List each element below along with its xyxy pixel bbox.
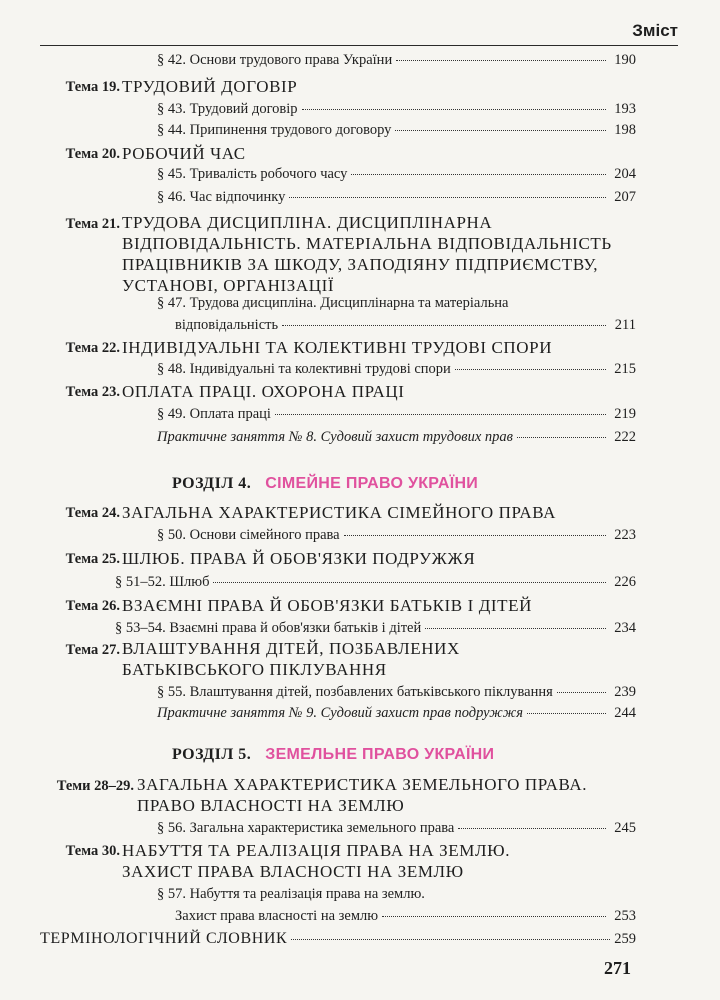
theme-number-20: Тема 20. [65, 146, 120, 162]
dot-leader [275, 414, 606, 415]
dot-leader [291, 939, 610, 940]
toc-entry-label: § 48. Індивідуальні та колективні трудові спори [157, 361, 451, 377]
dot-leader [395, 130, 606, 131]
toc-entry-practical-8[interactable] [157, 429, 636, 446]
toc-entry-label: § 56. Загальна характеристика земельного права [157, 820, 455, 836]
theme-title-line: ВЛАШТУВАННЯ ДІТЕЙ, ПОЗБАВЛЕНИХ [122, 639, 460, 658]
theme-title-24[interactable]: ЗАГАЛЬНА ХАРАКТЕРИСТИКА СІМЕЙНОГО ПРАВА [122, 503, 556, 522]
section-heading-4[interactable] [172, 475, 478, 493]
toc-entry-p45[interactable] [157, 166, 636, 183]
theme-title-22[interactable]: ІНДИВІДУАЛЬНІ ТА КОЛЕКТИВНІ ТРУДОВІ СПОРИ [122, 338, 553, 357]
section-heading-5[interactable] [172, 746, 494, 764]
dot-leader [557, 692, 606, 693]
dot-leader [351, 174, 606, 175]
toc-entry-p46[interactable] [157, 189, 636, 206]
toc-entry-page: 226 [614, 574, 636, 590]
toc-entry-page: 259 [614, 931, 636, 947]
section-number: РОЗДІЛ 5. [172, 746, 252, 763]
toc-entry-page: 219 [614, 406, 636, 422]
toc-entry-p51-52[interactable] [115, 574, 636, 591]
toc-entry-page: 204 [614, 166, 636, 182]
toc-entry-page: 198 [614, 122, 636, 138]
theme-number-22: Тема 22. [65, 340, 120, 356]
toc-entry-page: 222 [614, 429, 636, 445]
theme-number-27: Тема 27. [65, 642, 120, 658]
toc-entry-page: 244 [614, 705, 636, 721]
theme-title-line: ЗАХИСТ ПРАВА ВЛАСНОСТІ НА ЗЕМЛЮ [122, 862, 464, 881]
theme-title-line: ПРАЦІВНИКІВ ЗА ШКОДУ, ЗАПОДІЯНУ ПІДПРИЄМСТВУ, [122, 255, 599, 274]
page-header-title: Зміст [632, 21, 678, 40]
toc-entry-p49[interactable] [157, 406, 636, 423]
toc-entry-page: 211 [614, 317, 636, 333]
toc-entry-practical-9[interactable] [157, 705, 636, 722]
toc-entry-p48[interactable] [157, 361, 636, 378]
toc-entry-page: 190 [614, 52, 636, 68]
toc-entry-page: 253 [614, 908, 636, 924]
toc-entry-p42[interactable] [157, 52, 636, 69]
theme-title-19[interactable]: ТРУДОВИЙ ДОГОВІР [122, 77, 298, 96]
toc-entry-label: § 44. Припинення трудового договору [157, 122, 392, 138]
toc-entry-p55[interactable] [157, 684, 636, 701]
toc-entry-label: § 42. Основи трудового права України [157, 52, 393, 68]
theme-number-28-29: Теми 28–29. [56, 778, 134, 794]
toc-entry-label-cont: Захист права власності на землю [175, 908, 379, 924]
theme-title-20[interactable]: РОБОЧИЙ ЧАС [122, 144, 246, 163]
toc-entry-label: § 43. Трудовий договір [157, 101, 298, 117]
theme-number-30: Тема 30. [65, 843, 120, 859]
dot-leader [455, 369, 606, 370]
toc-entry-label: § 55. Влаштування дітей, позбавлених батьківського піклування [157, 684, 553, 700]
toc-entry-page: 245 [614, 820, 636, 836]
dot-leader [527, 713, 606, 714]
dot-leader [458, 828, 606, 829]
toc-entry-page: 239 [614, 684, 636, 700]
toc-entry-p57[interactable] [157, 886, 636, 925]
section-number: РОЗДІЛ 4. [172, 475, 252, 492]
theme-title-27[interactable] [122, 638, 642, 680]
theme-number-19: Тема 19. [65, 79, 120, 95]
toc-entry-label: § 46. Час відпочинку [157, 189, 286, 205]
theme-title-line: ТРУДОВА ДИСЦИПЛІНА. ДИСЦИПЛІНАРНА [122, 213, 493, 232]
theme-title-line: НАБУТТЯ ТА РЕАЛІЗАЦІЯ ПРАВА НА ЗЕМЛЮ. [122, 841, 511, 860]
toc-entry-page: 193 [614, 101, 636, 117]
theme-title-21[interactable] [122, 212, 642, 296]
toc-entry-label: § 50. Основи сімейного права [157, 527, 340, 543]
toc-entry-glossary[interactable] [40, 930, 636, 948]
theme-number-26: Тема 26. [65, 598, 120, 614]
toc-entry-page: 223 [614, 527, 636, 543]
dot-leader [282, 325, 606, 326]
toc-entry-label: § 49. Оплата праці [157, 406, 271, 422]
dot-leader [213, 582, 606, 583]
toc-entry-p50[interactable] [157, 527, 636, 544]
dot-leader [289, 197, 606, 198]
toc-entry-page: 207 [614, 189, 636, 205]
toc-entry-p47[interactable] [157, 295, 636, 334]
toc-entry-page: 215 [614, 361, 636, 377]
theme-title-26[interactable]: ВЗАЄМНІ ПРАВА Й ОБОВ'ЯЗКИ БАТЬКІВ І ДІТЕЙ [122, 596, 533, 615]
theme-title-line: ВІДПОВІДАЛЬНІСТЬ. МАТЕРІАЛЬНА ВІДПОВІДАЛЬНІСТЬ [122, 234, 612, 253]
theme-number-25: Тема 25. [65, 551, 120, 567]
dot-leader [344, 535, 606, 536]
toc-entry-label: § 57. Набуття та реалізація права на землю. [157, 886, 425, 902]
theme-title-25[interactable]: ШЛЮБ. ПРАВА Й ОБОВ'ЯЗКИ ПОДРУЖЖЯ [122, 549, 476, 568]
theme-number-21: Тема 21. [65, 216, 120, 232]
toc-entry-p53-54[interactable] [115, 620, 636, 637]
theme-title-line: БАТЬКІВСЬКОГО ПІКЛУВАННЯ [122, 660, 387, 679]
toc-entry-p43[interactable] [157, 101, 636, 118]
toc-entry-label: ТЕРМІНОЛОГІЧНИЙ СЛОВНИК [40, 930, 288, 947]
section-title: СІМЕЙНЕ ПРАВО УКРАЇНИ [265, 475, 479, 492]
dot-leader [425, 628, 606, 629]
toc-entry-p44[interactable] [157, 122, 636, 139]
toc-entry-label: § 53–54. Взаємні права й обов'язки батьків і дітей [115, 620, 422, 636]
theme-title-28-29[interactable] [137, 774, 657, 816]
theme-title-line: УСТАНОВІ, ОРГАНІЗАЦІЇ [122, 276, 335, 295]
toc-entry-label: § 45. Тривалість робочого часу [157, 166, 348, 182]
toc-entry-p56[interactable] [157, 820, 636, 837]
dot-leader [382, 916, 606, 917]
toc-entry-label: § 51–52. Шлюб [115, 574, 210, 590]
page-number: 271 [604, 958, 631, 978]
theme-number-24: Тема 24. [65, 505, 120, 521]
toc-entry-label: Практичне заняття № 8. Судовий захист трудових прав [157, 429, 513, 445]
theme-title-23[interactable]: ОПЛАТА ПРАЦІ. ОХОРОНА ПРАЦІ [122, 382, 405, 401]
dot-leader [396, 60, 606, 61]
toc-entry-page: 234 [614, 620, 636, 636]
dot-leader [517, 437, 606, 438]
toc-entry-label: § 47. Трудова дисципліна. Дисциплінарна та матеріальна [157, 295, 509, 311]
theme-title-line: ЗАГАЛЬНА ХАРАКТЕРИСТИКА ЗЕМЕЛЬНОГО ПРАВА. [137, 775, 588, 794]
section-title: ЗЕМЕЛЬНЕ ПРАВО УКРАЇНИ [265, 746, 495, 763]
theme-title-30[interactable] [122, 840, 642, 882]
dot-leader [302, 109, 606, 110]
toc-entry-label-cont: відповідальність [175, 317, 279, 333]
theme-number-23: Тема 23. [65, 384, 120, 400]
theme-title-line: ПРАВО ВЛАСНОСТІ НА ЗЕМЛЮ [137, 796, 405, 815]
toc-entry-label: Практичне заняття № 9. Судовий захист прав подружжя [157, 705, 523, 721]
